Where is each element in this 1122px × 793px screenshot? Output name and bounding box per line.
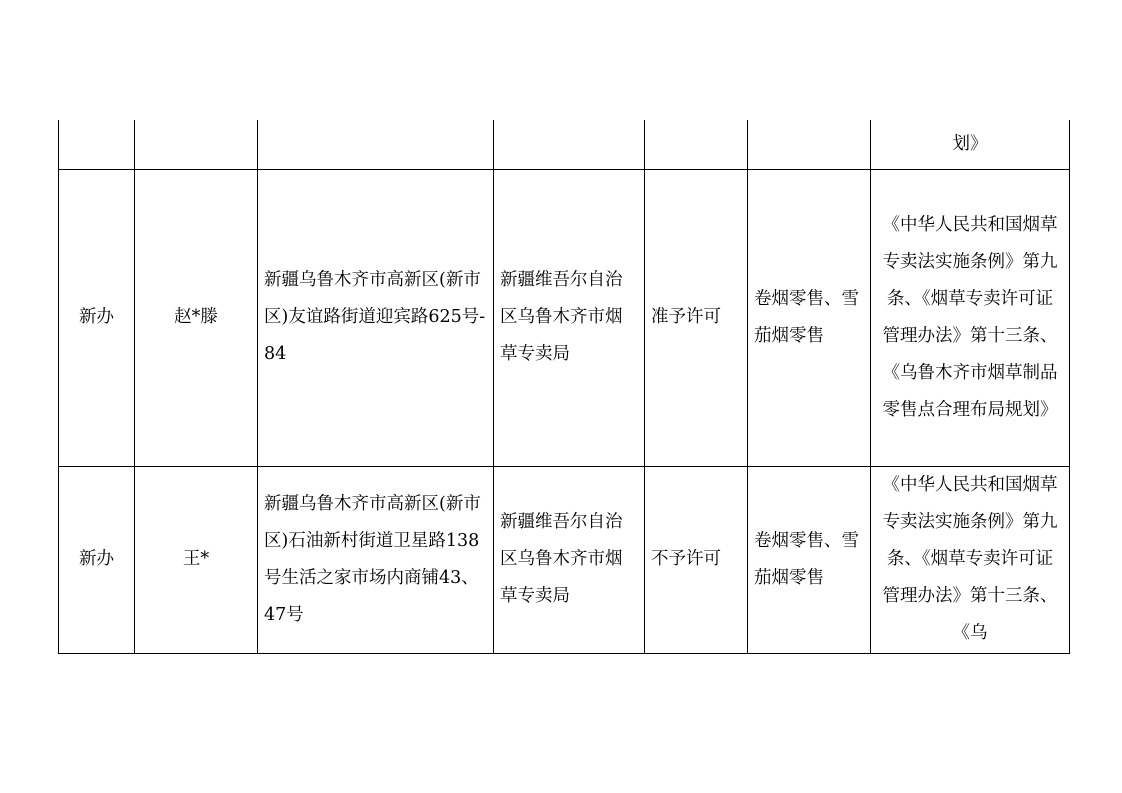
decision-cell bbox=[645, 120, 748, 169]
table-row bbox=[59, 466, 1070, 653]
license-table bbox=[58, 120, 1070, 654]
authority-cell: 新疆维吾尔自治区乌鲁木齐市烟草专卖局 bbox=[494, 169, 645, 466]
authority-cell bbox=[494, 120, 645, 169]
table-row bbox=[59, 120, 1070, 169]
scope-cell: 卷烟零售、雪茄烟零售 bbox=[748, 169, 871, 466]
address-cell: 新疆乌鲁木齐市高新区(新市区)友谊路街道迎宾路625号-84 bbox=[258, 169, 494, 466]
decision-cell: 准予许可 bbox=[645, 169, 748, 466]
address-cell bbox=[258, 120, 494, 169]
type-cell: 新办 bbox=[59, 169, 135, 466]
table-row bbox=[59, 169, 1070, 466]
basis-cell: 《中华人民共和国烟草专卖法实施条例》第九条、《烟草专卖许可证管理办法》第十三条、《乌鲁木齐市烟草制品零售点合理布局规划》 bbox=[871, 169, 1070, 466]
scope-cell bbox=[748, 120, 871, 169]
name-cell: 赵*滕 bbox=[135, 169, 258, 466]
decision-cell: 不予许可 bbox=[645, 466, 748, 653]
address-cell: 新疆乌鲁木齐市高新区(新市区)石油新村街道卫星路138号生活之家市场内商铺43、47号 bbox=[258, 466, 494, 653]
basis-cell: 划》 bbox=[871, 120, 1070, 169]
name-cell bbox=[135, 120, 258, 169]
name-cell: 王* bbox=[135, 466, 258, 653]
authority-cell: 新疆维吾尔自治区乌鲁木齐市烟草专卖局 bbox=[494, 466, 645, 653]
basis-cell: 《中华人民共和国烟草专卖法实施条例》第九条、《烟草专卖许可证管理办法》第十三条、《乌 bbox=[871, 466, 1070, 653]
type-cell: 新办 bbox=[59, 466, 135, 653]
scope-cell: 卷烟零售、雪茄烟零售 bbox=[748, 466, 871, 653]
type-cell bbox=[59, 120, 135, 169]
